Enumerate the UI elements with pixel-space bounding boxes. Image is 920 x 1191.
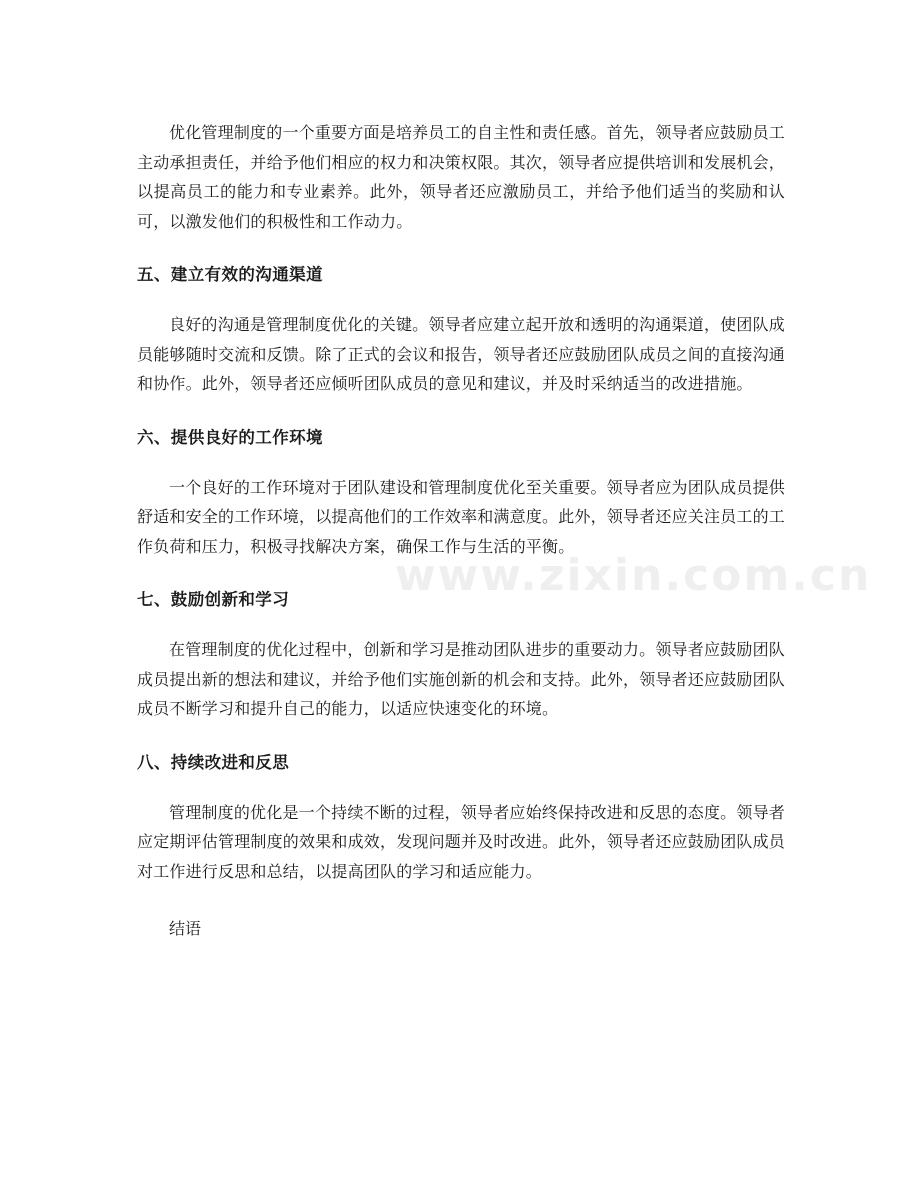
section-paragraph-5: 良好的沟通是管理制度优化的关键。领导者应建立起开放和透明的沟通渠道，使团队成员能够随时交流和反馈。除了正式的会议和报告，领导者还应鼓励团队成员之间的直接沟通和协作。此外，领导者还应倾听团队成员的意见和建议，并及时采纳适当的改进措施。	[137, 315, 786, 393]
watermark-text: www.zixin.com.cn	[395, 550, 872, 601]
closing-label: 结语	[169, 919, 202, 938]
section-paragraph-6: 一个良好的工作环境对于团队建设和管理制度优化至关重要。领导者应为团队成员提供舒适和安全的工作环境，以提高他们的工作效率和满意度。此外，领导者还应关注员工的工作负荷和压力，积极寻找解决方案，确保工作与生活的平衡。	[137, 477, 786, 556]
section-heading-5: 五、建立有效的沟通渠道	[137, 265, 323, 284]
section-heading-8: 八、持续改进和反思	[137, 752, 290, 772]
section-heading-7: 七、鼓励创新和学习	[137, 590, 290, 609]
section-paragraph-7: 在管理制度的优化过程中，创新和学习是推动团队进步的重要动力。领导者应鼓励团队成员提出新的想法和建议，并给予他们实施创新的机会和支持。此外，领导者还应鼓励团队成员不断学习和提升自己的能力，以适应快速变化的环境。	[137, 640, 786, 718]
section-heading-6: 六、提供良好的工作环境	[137, 427, 323, 447]
intro-paragraph: 优化管理制度的一个重要方面是培养员工的自主性和责任感。首先，领导者应鼓励员工主动承担责任，并给予他们相应的权力和决策权限。其次，领导者应提供培训和发展机会，以提高员工的能力和专业素养。此外，领导者还应激励员工，并给予他们适当的奖励和认可，以激发他们的积极性和工作动力。	[137, 123, 786, 231]
section-paragraph-8: 管理制度的优化是一个持续不断的过程，领导者应始终保持改进和反思的态度。领导者应定期评估管理制度的效果和成效，发现问题并及时改进。此外，领导者还应鼓励团队成员对工作进行反思和总结，以提高团队的学习和适应能力。	[137, 802, 786, 881]
document-body	[137, 118, 785, 943]
